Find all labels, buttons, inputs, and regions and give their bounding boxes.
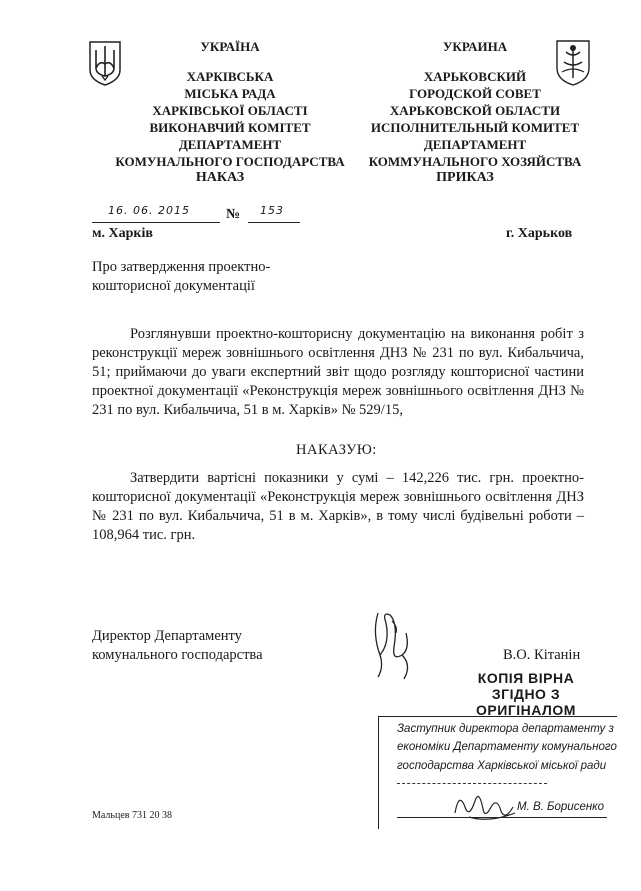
header-left-organization: ХАРКІВСЬКА МІСЬКА РАДА ХАРКІВСЬКОЇ ОБЛАСТІ ВИКОНАВЧИЙ КОМІТЕТ ДЕПАРТАМЕНТ КОМУНАЛЬНОГО ГОСПОДАРСТВА — [115, 69, 345, 169]
order-number-label: № — [226, 207, 241, 222]
director-handwritten-signature — [368, 603, 420, 683]
header-right-country: УКРАИНА — [442, 39, 508, 54]
header-left-country: УКРАЇНА — [200, 39, 260, 54]
copy-stamp-line3: ОРИГІНАЛОМ — [476, 702, 576, 718]
certification-line2: економіки Департаменту комунального — [397, 741, 617, 753]
certification-baseline — [397, 817, 607, 818]
certification-line3: господарства Харківської міської ради — [397, 760, 607, 772]
order-number: 153 — [260, 204, 284, 217]
header-right-organization: ХАРЬКОВСКИЙ ГОРОДСКОЙ СОВЕТ ХАРЬКОВСКОЙ ОБЛАСТИ ИСПОЛНИТЕЛЬНЫЙ КОМИТЕТ ДЕПАРТАМЕНТ КОММУНАЛЬНОГО ХОЗЯЙСТВА — [368, 69, 582, 169]
copy-stamp-line2: ЗГІДНО З — [491, 686, 561, 702]
signatory-position-line2: комунального господарства — [92, 647, 263, 663]
city-left: м. Харків — [92, 226, 153, 241]
certification-box — [378, 716, 617, 829]
certifier-signature — [449, 783, 521, 825]
order-word: НАКАЗУЮ: — [296, 442, 377, 458]
signatory-position-line1: Директор Департаменту — [92, 628, 242, 644]
order-directive: Затвердити вартісні показники у сумі – 142,226 тис. грн. проектно-кошторисної документації «Реконструкція мереж зовнішнього освітлення ДНЗ № 231 по вул. Кибальчича, 51 в м. Харків», в тому числі будівельні роботи – 108,964 тис. грн. — [92, 470, 584, 543]
order-subject: Про затвердження проектно- кошторисної документації — [92, 259, 271, 294]
order-preamble: Розглянувши проектно-кошторисну документацію на виконання робіт з реконструкції мереж зовнішнього освітлення ДНЗ № 231 по вул. Кибальчича, 51; приймаючи до уваги експертний звіт щодо розгляду кошторисної частини проектної документації «Реконструкція мереж зовнішнього освітлення ДНЗ № 231 по вул. Кибальчича, 51 в м. Харків» № 529/15, — [92, 326, 584, 418]
copy-stamp-line1: КОПІЯ ВІРНА — [477, 670, 575, 686]
date-underline — [92, 222, 220, 223]
executor-contact: Мальцев 731 20 38 — [92, 810, 172, 821]
header-left-doc-type: НАКАЗ — [195, 170, 245, 185]
certifier-name: М. В. Борисенко — [517, 801, 605, 813]
number-underline — [248, 222, 300, 223]
signatory-name: В.О. Кітанін — [503, 647, 581, 663]
certification-line1: Заступник директора департаменту з — [397, 723, 614, 735]
order-date: 16. 06. 2015 — [108, 204, 190, 217]
header-right-doc-type: ПРИКАЗ — [436, 170, 494, 185]
city-right: г. Харьков — [506, 226, 573, 241]
